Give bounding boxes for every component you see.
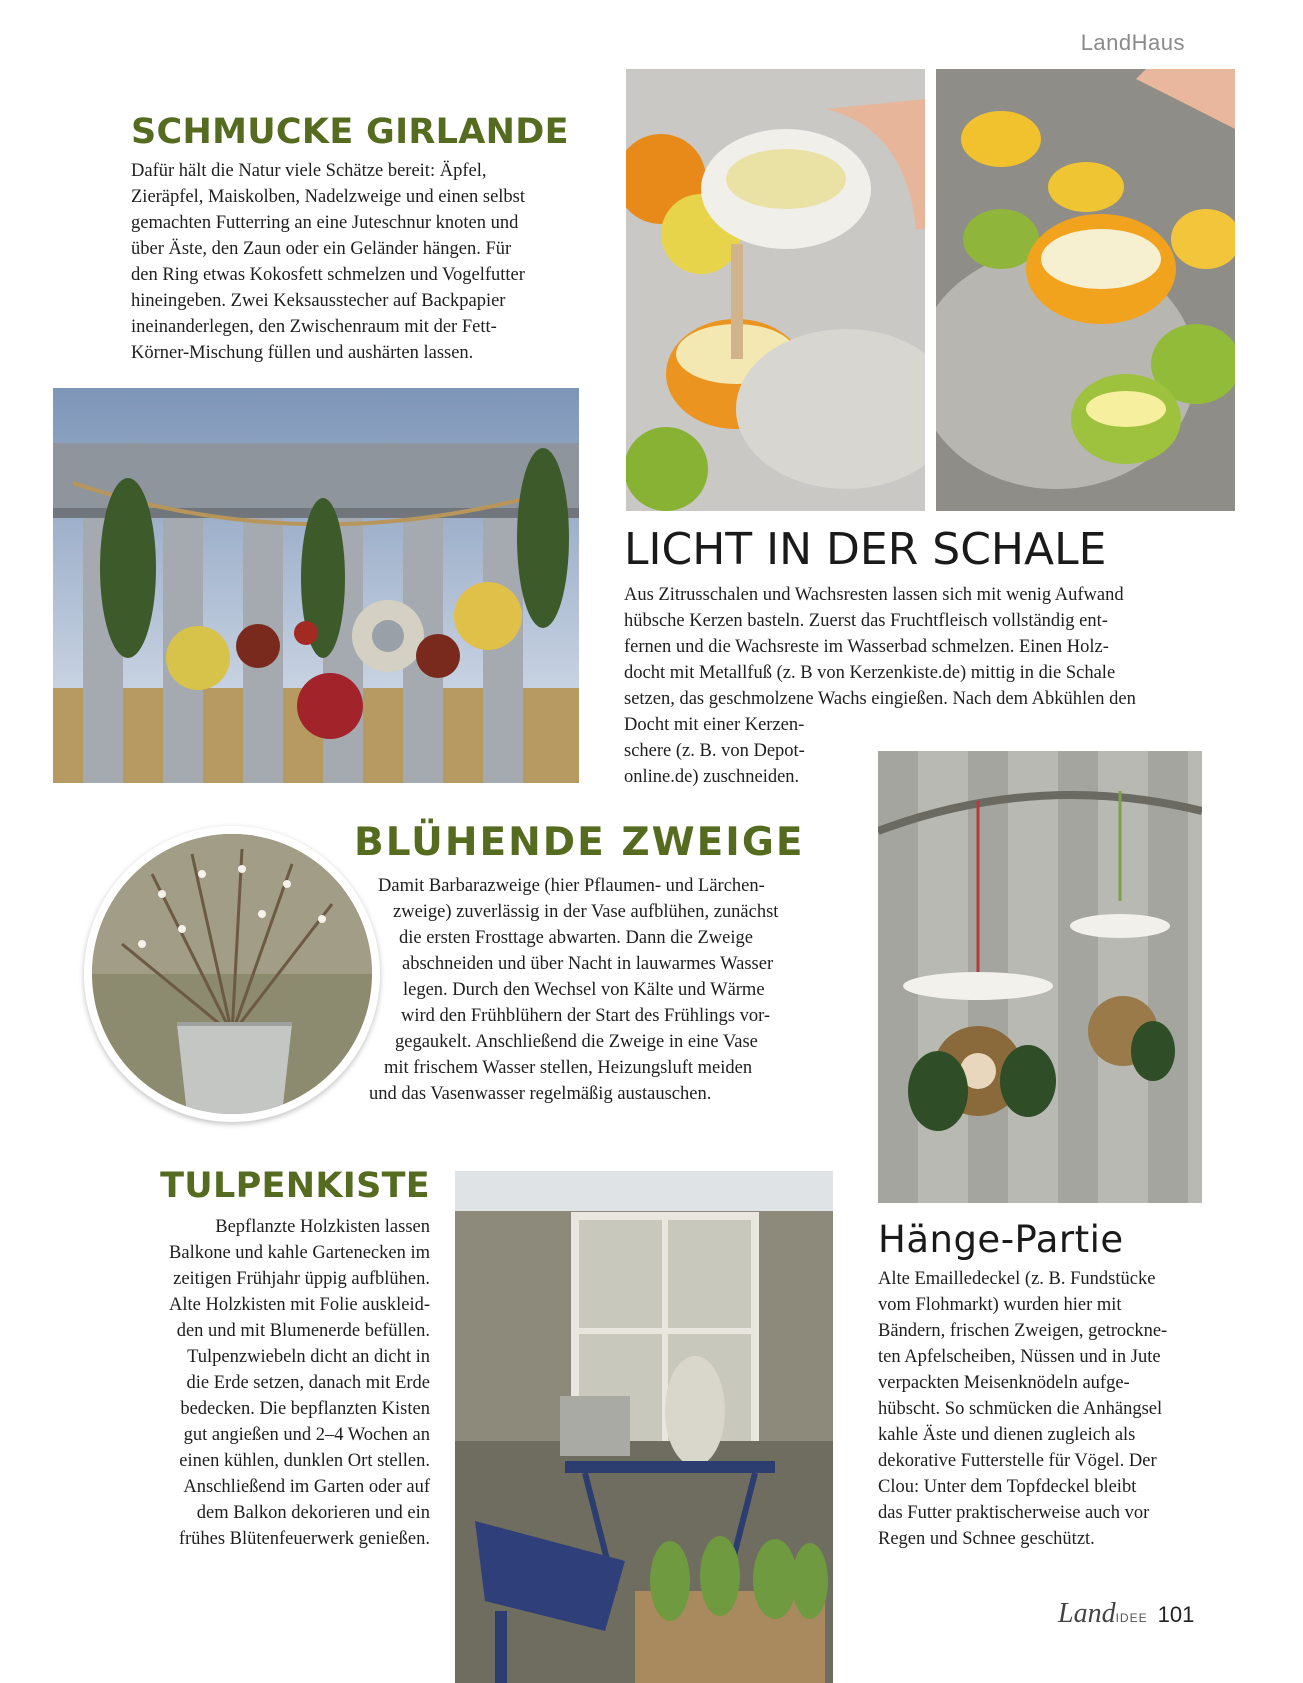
tulpen-text — [100, 1214, 430, 1552]
haenge-line: das Futter praktischerweise auch vor — [878, 1503, 1150, 1523]
zweige-line: gegaukelt. Anschließend die Zweige in eine Vase — [395, 1032, 758, 1052]
tulpen-line: Alte Holzkisten mit Folie auskleid- — [168, 1295, 430, 1315]
page-number: 101 — [1157, 1602, 1195, 1627]
citrus-candles-photo — [936, 69, 1235, 511]
landidee-logo: Land — [1058, 1598, 1116, 1629]
licht-line: hübsche Kerzen basteln. Zuerst das Fruchtfleisch vollständig ent- — [624, 611, 1108, 631]
licht-line: docht mit Metallfuß (z. B von Kerzenkiste.de) mittig in die Schale — [624, 663, 1116, 683]
haenge-line: vom Flohmarkt) wurden hier mit — [878, 1295, 1122, 1315]
licht-line: setzen, das geschmolzene Wachs eingießen. Nach dem Abkühlen den — [624, 689, 1136, 709]
zweige-text — [356, 873, 856, 1107]
garden-tulip-crate-photo — [455, 1171, 833, 1683]
garland-photo — [53, 388, 579, 783]
haenge-line: Alte Emailledeckel (z. B. Fundstücke — [878, 1269, 1156, 1289]
girlande-line: Körner-Mischung füllen und aushärten lassen. — [131, 343, 474, 363]
branches-photo-frame — [84, 826, 380, 1122]
licht-line: Docht mit einer Kerzen- — [624, 715, 805, 735]
girlande-line: über Äste, den Zaun oder ein Geländer hängen. Für — [131, 239, 512, 259]
girlande-line: Dafür hält die Natur viele Schätze bereit: Äpfel, — [131, 161, 487, 181]
haenge-line: dekorative Futterstelle für Vögel. Der — [878, 1451, 1157, 1471]
tulpen-line: dem Balkon dekorieren und ein — [196, 1503, 430, 1523]
girlande-line: gemachten Futterring an eine Juteschnur knoten und — [131, 213, 519, 233]
zweige-line: und das Vasenwasser regelmäßig austauschen. — [369, 1084, 712, 1104]
haenge-line: Regen und Schnee geschützt. — [878, 1529, 1095, 1549]
tulpen-line: Bepflanzte Holzkisten lassen — [215, 1217, 430, 1237]
tulpen-heading: TULPENKISTE — [160, 1166, 430, 1206]
haenge-line: hübscht. So schmücken die Anhängsel — [878, 1399, 1163, 1419]
haenge-line: Bändern, frischen Zweigen, getrockne- — [878, 1321, 1168, 1341]
branches-photo — [92, 834, 372, 1114]
tulpen-line: bedecken. Die bepflanzten Kisten — [180, 1399, 430, 1419]
zweige-line: die ersten Frosttage abwarten. Dann die Zweige — [399, 928, 753, 948]
zweige-line: legen. Durch den Wechsel von Kälte und Wärme — [403, 980, 765, 1000]
haenge-line: verpackten Meisenknödeln aufge- — [878, 1373, 1130, 1393]
tulpen-line: frühes Blütenfeuerwerk genießen. — [178, 1529, 430, 1549]
licht-heading: LICHT IN DER SCHALE — [624, 524, 1107, 575]
tulpen-line: Balkone und kahle Gartenecken im — [169, 1243, 430, 1263]
zweige-line: Damit Barbarazweige (hier Pflaumen- und Lärchen- — [378, 876, 765, 896]
haenge-heading: Hänge-Partie — [878, 1218, 1124, 1261]
girlande-line: Zieräpfel, Maiskolben, Nadelzweige und einen selbst — [131, 187, 526, 207]
tulpen-line: den und mit Blumenerde befüllen. — [176, 1321, 430, 1341]
tulpen-line: die Erde setzen, danach mit Erde — [186, 1373, 430, 1393]
tulpen-line: zeitigen Frühjahr üppig aufblühen. — [173, 1269, 430, 1289]
haenge-line: Clou: Unter dem Topfdeckel bleibt — [878, 1477, 1137, 1497]
footer — [1058, 1598, 1194, 1630]
girlande-heading: SCHMUCKE GIRLANDE — [131, 112, 569, 152]
licht-line: online.de) zuschneiden. — [624, 767, 800, 787]
haenge-text — [878, 1266, 1238, 1552]
zweige-heading: BLÜHENDE ZWEIGE — [354, 820, 805, 865]
citrus-wax-photo — [626, 69, 925, 511]
zweige-line: wird den Frühblühern der Start des Frühlings vor- — [401, 1006, 771, 1026]
girlande-line: hineingeben. Zwei Keksausstecher auf Backpapier — [131, 291, 506, 311]
licht-line: Aus Zitrusschalen und Wachsresten lassen sich mit wenig Aufwand — [624, 585, 1124, 605]
tulpen-line: gut angießen und 2–4 Wochen an — [183, 1425, 430, 1445]
haenge-line: ten Apfelscheiben, Nüssen und in Jute — [878, 1347, 1161, 1367]
landidee-logo-sub: IDEE — [1115, 1611, 1148, 1625]
haenge-line: kahle Äste und dienen zugleich als — [878, 1425, 1136, 1445]
magazine-brand: LandHaus — [1080, 30, 1185, 55]
hanging-lids-photo — [878, 751, 1202, 1203]
girlande-line: ineinanderlegen, den Zwischenraum mit der Fett- — [131, 317, 497, 337]
licht-line: schere (z. B. von Depot- — [624, 741, 805, 761]
girlande-line: den Ring etwas Kokosfett schmelzen und Vogelfutter — [131, 265, 525, 285]
tulpen-line: Tulpenzwiebeln dicht an dicht in — [187, 1347, 430, 1367]
zweige-line: mit frischem Wasser stellen, Heizungsluft meiden — [384, 1058, 753, 1078]
tulpen-line: einen kühlen, dunklen Ort stellen. — [179, 1451, 430, 1471]
zweige-line: zweige) zuverlässig in der Vase aufblühen, zunächst — [393, 902, 779, 922]
tulpen-line: Anschließend im Garten oder auf — [183, 1477, 430, 1497]
licht-line: fernen und die Wachsreste im Wasserbad schmelzen. Einen Holz- — [624, 637, 1109, 657]
zweige-line: abschneiden und über Nacht in lauwarmes Wasser — [402, 954, 774, 974]
girlande-text — [131, 158, 601, 366]
